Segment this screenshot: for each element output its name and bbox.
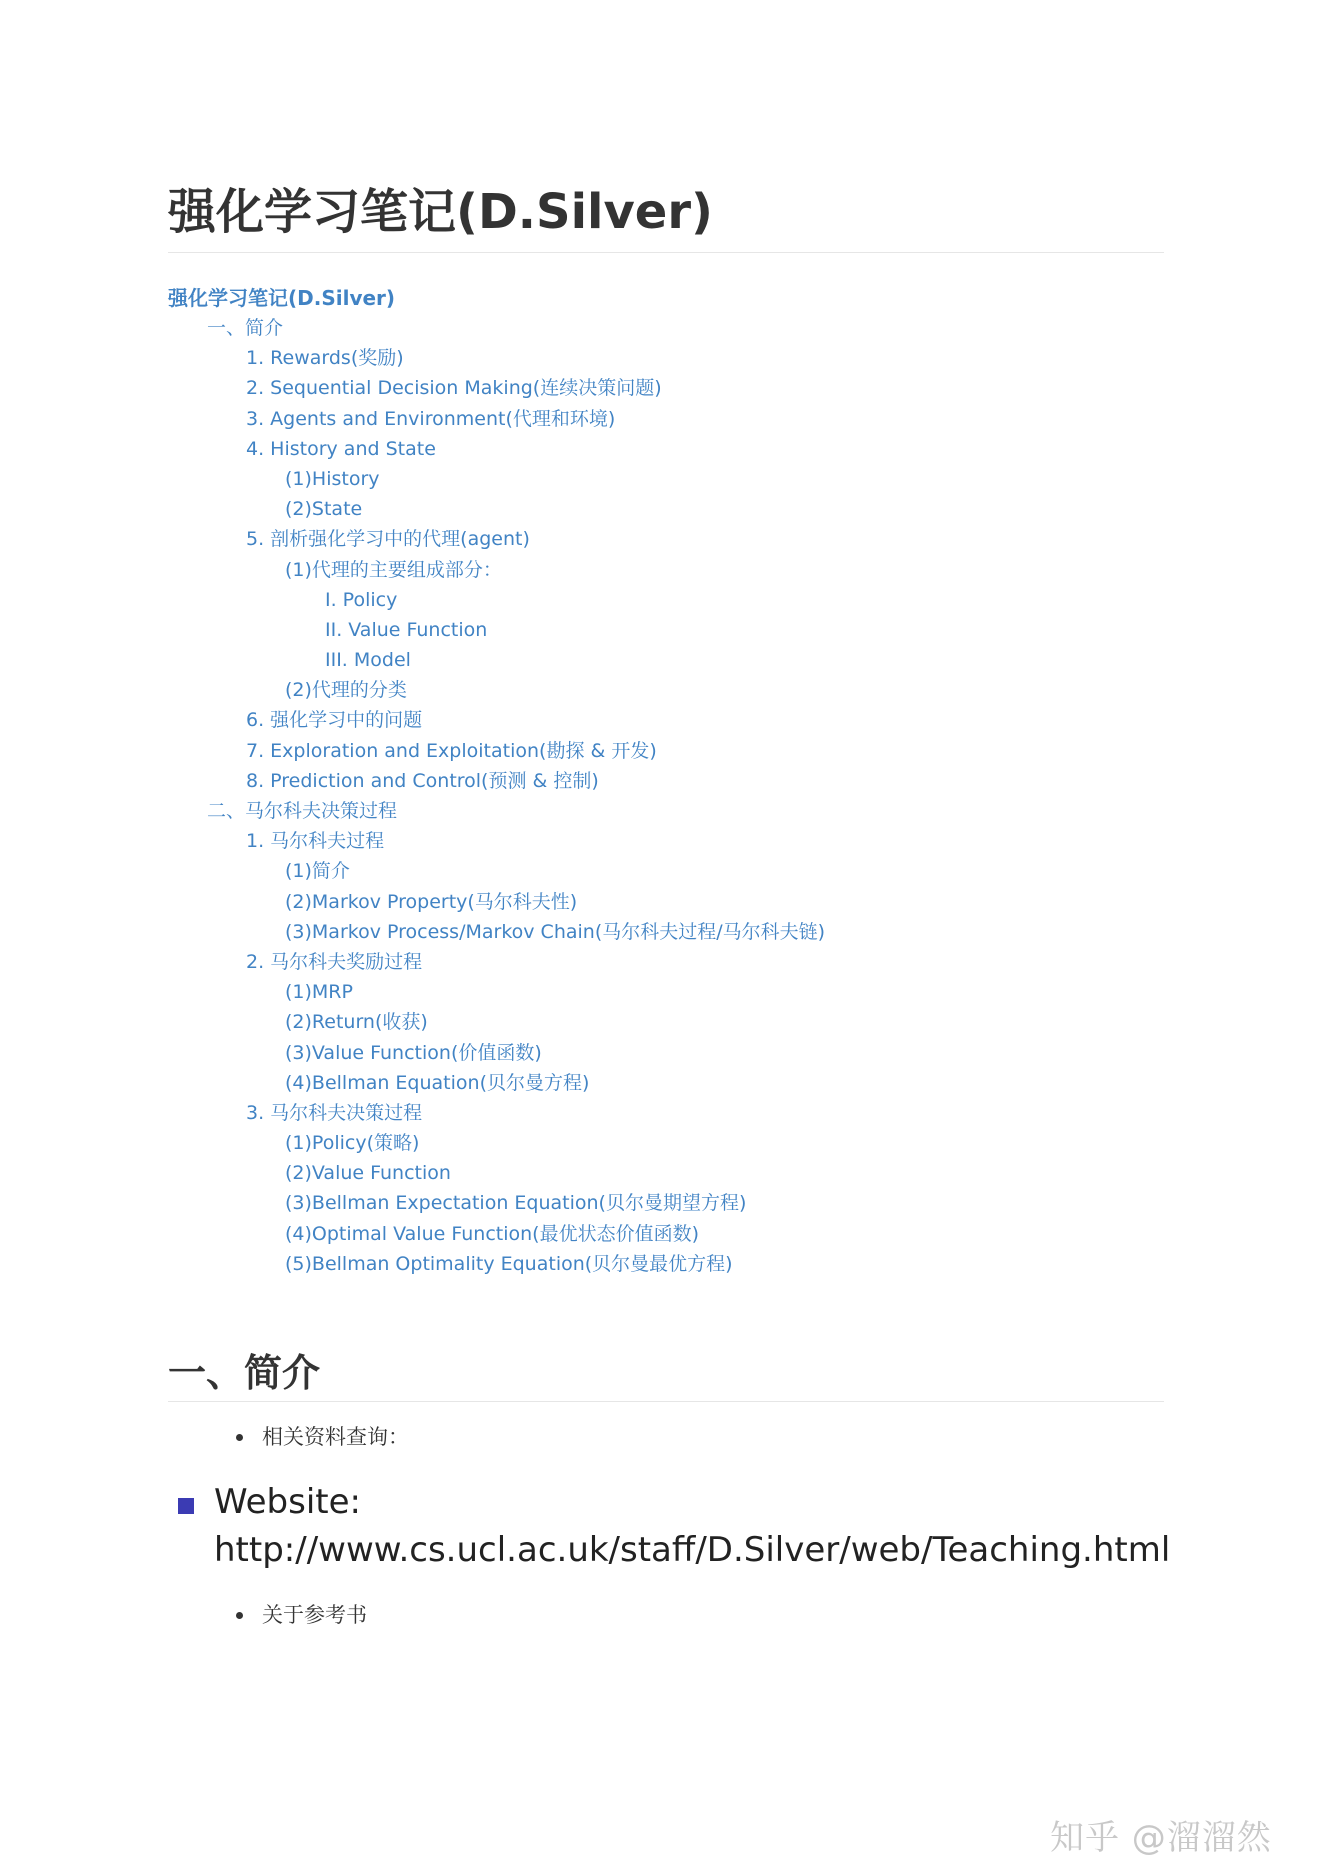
list-item-text: 相关资料查询： [262,1425,409,1449]
toc-item[interactable]: (1)代理的主要组成部分： [285,558,502,581]
toc-item[interactable]: (3)Value Function(价值函数) [285,1041,542,1064]
toc-item[interactable]: 1. 马尔科夫过程 [246,830,385,853]
toc-item[interactable]: II. Value Function [325,618,488,641]
list-item-resources [168,1422,1164,1452]
toc-item[interactable]: I. Policy [325,588,398,611]
toc-item[interactable]: (2)Value Function [285,1162,451,1185]
watermark: 知乎 @溜溜然 [1050,1818,1272,1858]
section-heading-intro: 一、简介 [168,1347,1164,1402]
toc-item[interactable]: 二、马尔科夫决策过程 [207,800,398,822]
toc-item[interactable]: 4. History and State [246,437,436,460]
toc-root-link[interactable]: 强化学习笔记(D.Silver) [168,286,396,310]
toc-item[interactable]: 3. Agents and Environment(代理和环境) [246,407,616,430]
toc-item[interactable]: 一、简介 [207,317,284,339]
toc-item[interactable]: 6. 强化学习中的问题 [246,709,423,732]
document-title: 强化学习笔记(D.Silver) [168,182,1164,253]
website-block [168,1478,1171,1574]
list-item-text: 关于参考书 [262,1603,367,1627]
toc-item[interactable]: (5)Bellman Optimality Equation(贝尔曼最优方程) [285,1252,733,1275]
toc-item[interactable]: 8. Prediction and Control(预测 & 控制) [246,769,599,792]
toc-item[interactable]: (2)Return(收获) [285,1011,428,1034]
toc-item[interactable]: (1)History [285,467,380,490]
toc-item[interactable]: 2. 马尔科夫奖励过程 [246,950,423,973]
toc-item[interactable]: (3)Bellman Expectation Equation(贝尔曼期望方程) [285,1192,747,1215]
toc-item[interactable]: 5. 剖析强化学习中的代理(agent) [246,528,530,551]
document-page [168,182,1171,1630]
square-bullet-icon [178,1498,194,1514]
toc-item[interactable]: (1)MRP [285,981,353,1004]
toc-item[interactable]: 2. Sequential Decision Making(连续决策问题) [246,377,662,400]
table-of-contents [168,283,1164,1279]
toc-item[interactable]: III. Model [325,649,411,672]
toc-list [168,313,1164,1279]
toc-item[interactable]: 1. Rewards(奖励) [246,347,404,370]
toc-item[interactable]: (1)简介 [285,860,350,883]
toc-item[interactable]: 7. Exploration and Exploitation(勘探 & 开发) [246,739,657,762]
website-url: http://www.cs.ucl.ac.uk/staff/D.Silver/web/Teaching.html [214,1530,1171,1570]
toc-item[interactable]: (2)Markov Property(马尔科夫性) [285,890,578,913]
toc-item[interactable]: (1)Policy(策略) [285,1132,420,1155]
toc-item[interactable]: (4)Optimal Value Function(最优状态价值函数) [285,1222,699,1245]
website-label: Website: [214,1482,361,1522]
toc-item[interactable]: (2)State [285,498,363,521]
list-item-reference-books [168,1600,1164,1630]
toc-item[interactable]: (4)Bellman Equation(贝尔曼方程) [285,1071,590,1094]
toc-item[interactable]: (3)Markov Process/Markov Chain(马尔科夫过程/马尔科夫链) [285,920,826,943]
bullet-dot-icon [236,1612,243,1619]
bullet-dot-icon [236,1434,243,1441]
toc-item[interactable]: 3. 马尔科夫决策过程 [246,1101,423,1124]
toc-item[interactable]: (2)代理的分类 [285,679,407,702]
